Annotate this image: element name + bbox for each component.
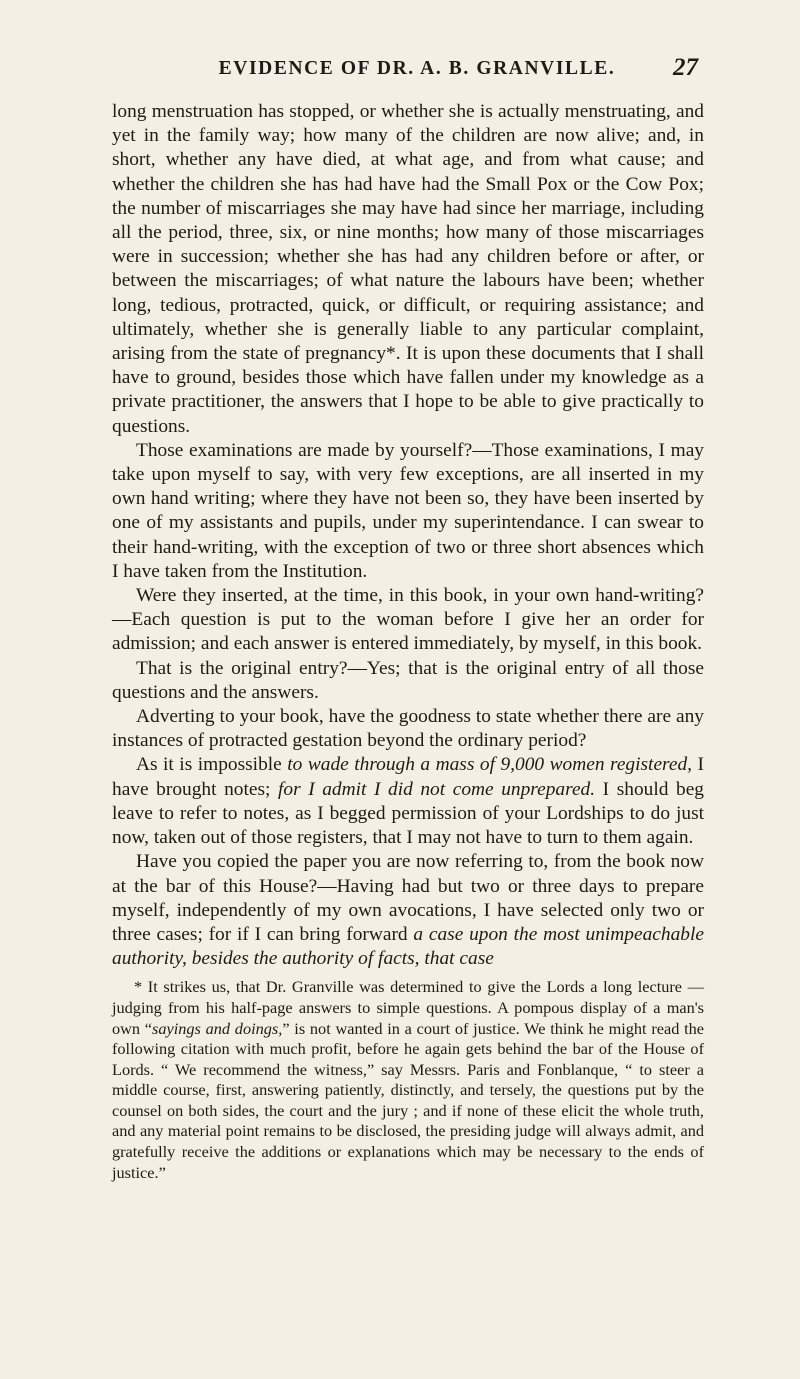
paragraph xyxy=(112,753,704,850)
text-run: I have brought notes; xyxy=(112,754,704,800)
text-run: I should beg leave to refer to notes, as I begged permission of your Lordships to do just now, taken out of those registers, that I may not have to turn to them again. xyxy=(112,778,704,849)
text-run: Have you copied the paper you are now referring to, from the book now at the bar of this House?—Having had but two or three days to prepare myself, independently of my own avocations, I have selected only two or three cases; for if I can bring forward xyxy=(112,851,704,945)
text-run: ” is not wanted in a court of justice. We think he might read the following citation with much profit, before he again gets behind the bar of the House of Lords. “ We recommend the witness,” say Messrs. Paris and Fonblanque, “ to steer a middle course, first, answering patiently, distinctly, and tersely, the questions put by the counsel on both sides, the court and the jury ; and if none of these elicit the whole truth, and any material point remains to be disclosed, the presiding judge will always admit, and gratefully receive the additions or explanations which may be necessary to the ends of justice.” xyxy=(112,1018,704,1182)
paragraph: Those examinations are made by yourself?—Those examinations, I may take upon myself to say, with very few exceptions, are all inserted in my own hand writing; where they have not been so, they have been inserted by one of my assistants and pupils, under my superintendance. I can swear to their hand-writing, with the exception of two or three short absences which I have taken from the Institution. xyxy=(112,439,704,582)
text-run: As it is impossible xyxy=(136,754,288,776)
italic-text-run: sayings and doings, xyxy=(152,1018,283,1038)
body-text xyxy=(112,100,704,971)
italic-text-run: for I admit I did not come unprepared. xyxy=(277,778,596,800)
italic-text-run: a case upon the most unimpeachable authority, besides the authority of facts, that case xyxy=(112,923,704,970)
running-title: EVIDENCE OF DR. A. B. GRANVILLE. xyxy=(218,58,616,79)
paragraph: That is the original entry?—Yes; that is the original entry of all those questions and the answers. xyxy=(112,657,704,703)
paragraph xyxy=(112,850,704,971)
paragraph: Adverting to your book, have the goodness to state whether there are any instances of protracted gestation beyond the ordinary period? xyxy=(112,706,704,752)
paragraph: Were they inserted, at the time, in this book, in your own hand-writing?—Each question is put to the woman before I give her an order for admission; and each answer is entered immediately, by myself, in this book. xyxy=(112,585,704,655)
footnote xyxy=(112,977,704,1183)
italic-text-run: to wade through a mass of 9,000 women registered, xyxy=(287,754,693,776)
running-head xyxy=(112,54,704,94)
page-number: 27 xyxy=(673,54,698,81)
paragraph: long menstruation has stopped, or whether she is actually menstruating, and yet in the family way; how many of the children are now alive; and, in short, whether any have died, at what age, and from what cause; and whether the children she has had have had the Small Pox or the Cow Pox; the number of miscarriages she may have had since her marriage, including all the period, three, six, or nine months; how many of those miscarriages were in succession; whether she has had any children before or after, or between the miscarriages; of what nature the labours have been; whether long, tedious, protracted, quick, or difficult, or requiring assistance; and ultimately, whether she is generally liable to any particular complaint, arising from the state of pregnancy*. It is upon these documents that I shall have to ground, besides those which have fallen under my knowledge as a private practitioner, the answers that I hope to be able to give practically to questions. xyxy=(112,101,704,437)
text-run: * It strikes us, that Dr. Granville was determined to give the Lords a long lecture —judging from his half-page answers to simple questions. A pompous display of a man's own “ xyxy=(112,977,704,1038)
